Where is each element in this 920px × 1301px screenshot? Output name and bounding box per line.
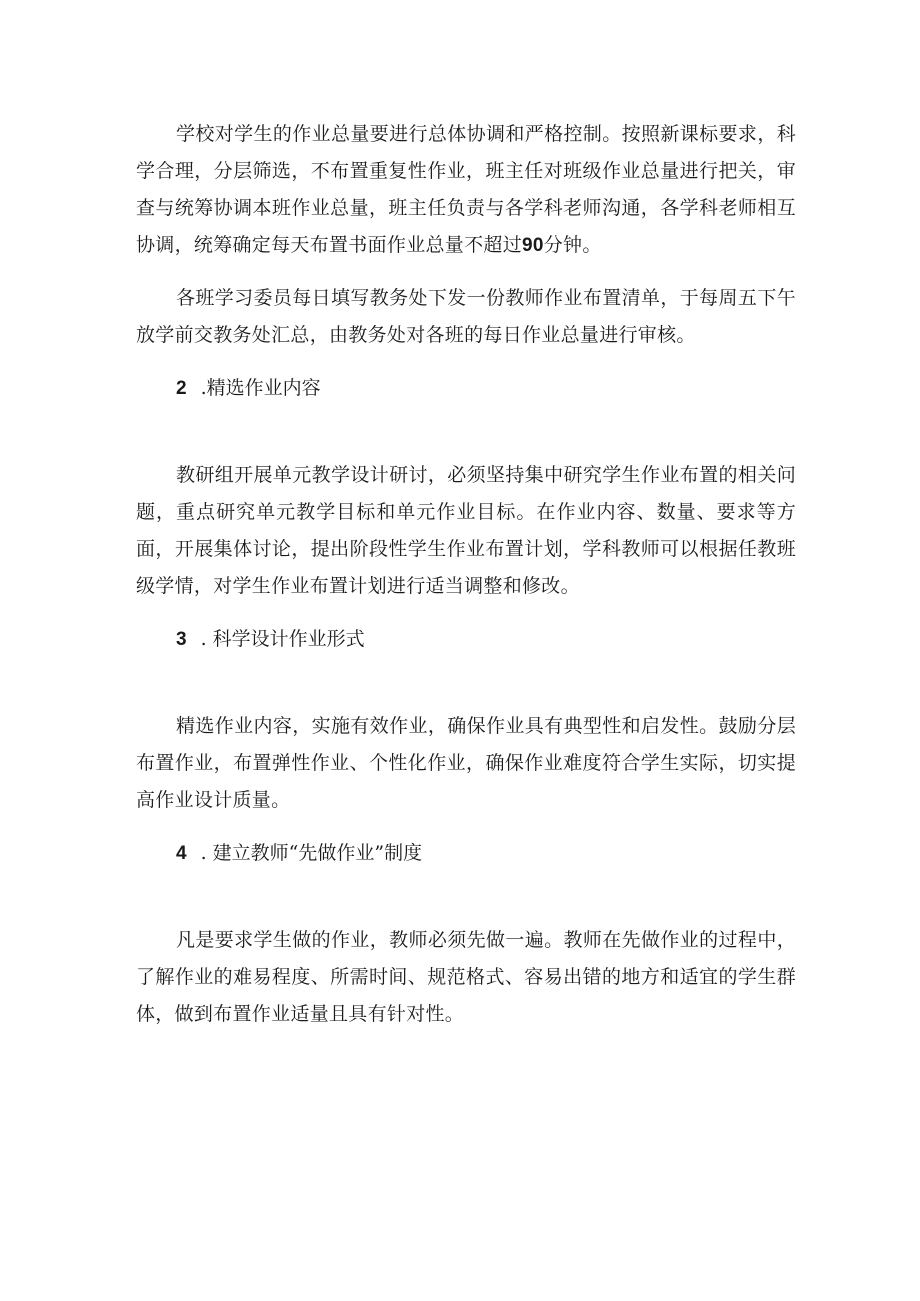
section-number: 4	[176, 843, 187, 864]
paragraph-homework-checklist: 各班学习委员每日填写教务处下发一份教师作业布置清单，于每周五下午放学前交教务处汇总，由教务处对各班的每日作业总量进行审核。	[136, 287, 796, 346]
section-title: . 建立教师“先做作业”制度	[200, 842, 423, 864]
section-heading-3	[136, 621, 796, 658]
paragraph-text: 学校对学生的作业总量要进行总体协调和严格控制。按照新课标要求，科学合理，分层筛选，不布置重复性作业，班主任对班级作业总量进行把关，审查与统筹协调本班作业总量，班主任负责与各学科老师沟通，各学科老师相互协调，统筹确定每天布置书面作业总量不超过	[136, 123, 796, 256]
minutes-number: 90	[522, 235, 544, 256]
section-title: .精选作业内容	[200, 377, 321, 399]
section-heading-4	[136, 835, 796, 872]
paragraph-text-end: 分钟。	[543, 234, 602, 256]
paragraph-teacher-first: 凡是要求学生做的作业，教师必须先做一遍。教师在先做作业的过程中，了解作业的难易程度、所需时间、规范格式、容易出错的地方和适宜的学生群体，做到布置作业适量且具有针对性。	[136, 929, 796, 1025]
section-title: . 科学设计作业形式	[200, 628, 365, 650]
paragraph-unit-design: 教研组开展单元教学设计研讨，必须坚持集中研究学生作业布置的相关问题，重点研究单元教学目标和单元作业目标。在作业内容、数量、要求等方面，开展集体讨论，提出阶段性学生作业布置计划，学科教师可以根据任教班级学情，对学生作业布置计划进行适当调整和修改。	[136, 464, 796, 597]
section-number: 3	[176, 629, 187, 650]
paragraph-workload-control	[136, 116, 796, 264]
section-heading-2	[136, 370, 796, 407]
section-number: 2	[176, 378, 187, 399]
document-body	[136, 116, 796, 1033]
paragraph-homework-form: 精选作业内容，实施有效作业，确保作业具有典型性和启发性。鼓励分层布置作业，布置弹性作业、个性化作业，确保作业难度符合学生实际，切实提高作业设计质量。	[136, 715, 796, 811]
